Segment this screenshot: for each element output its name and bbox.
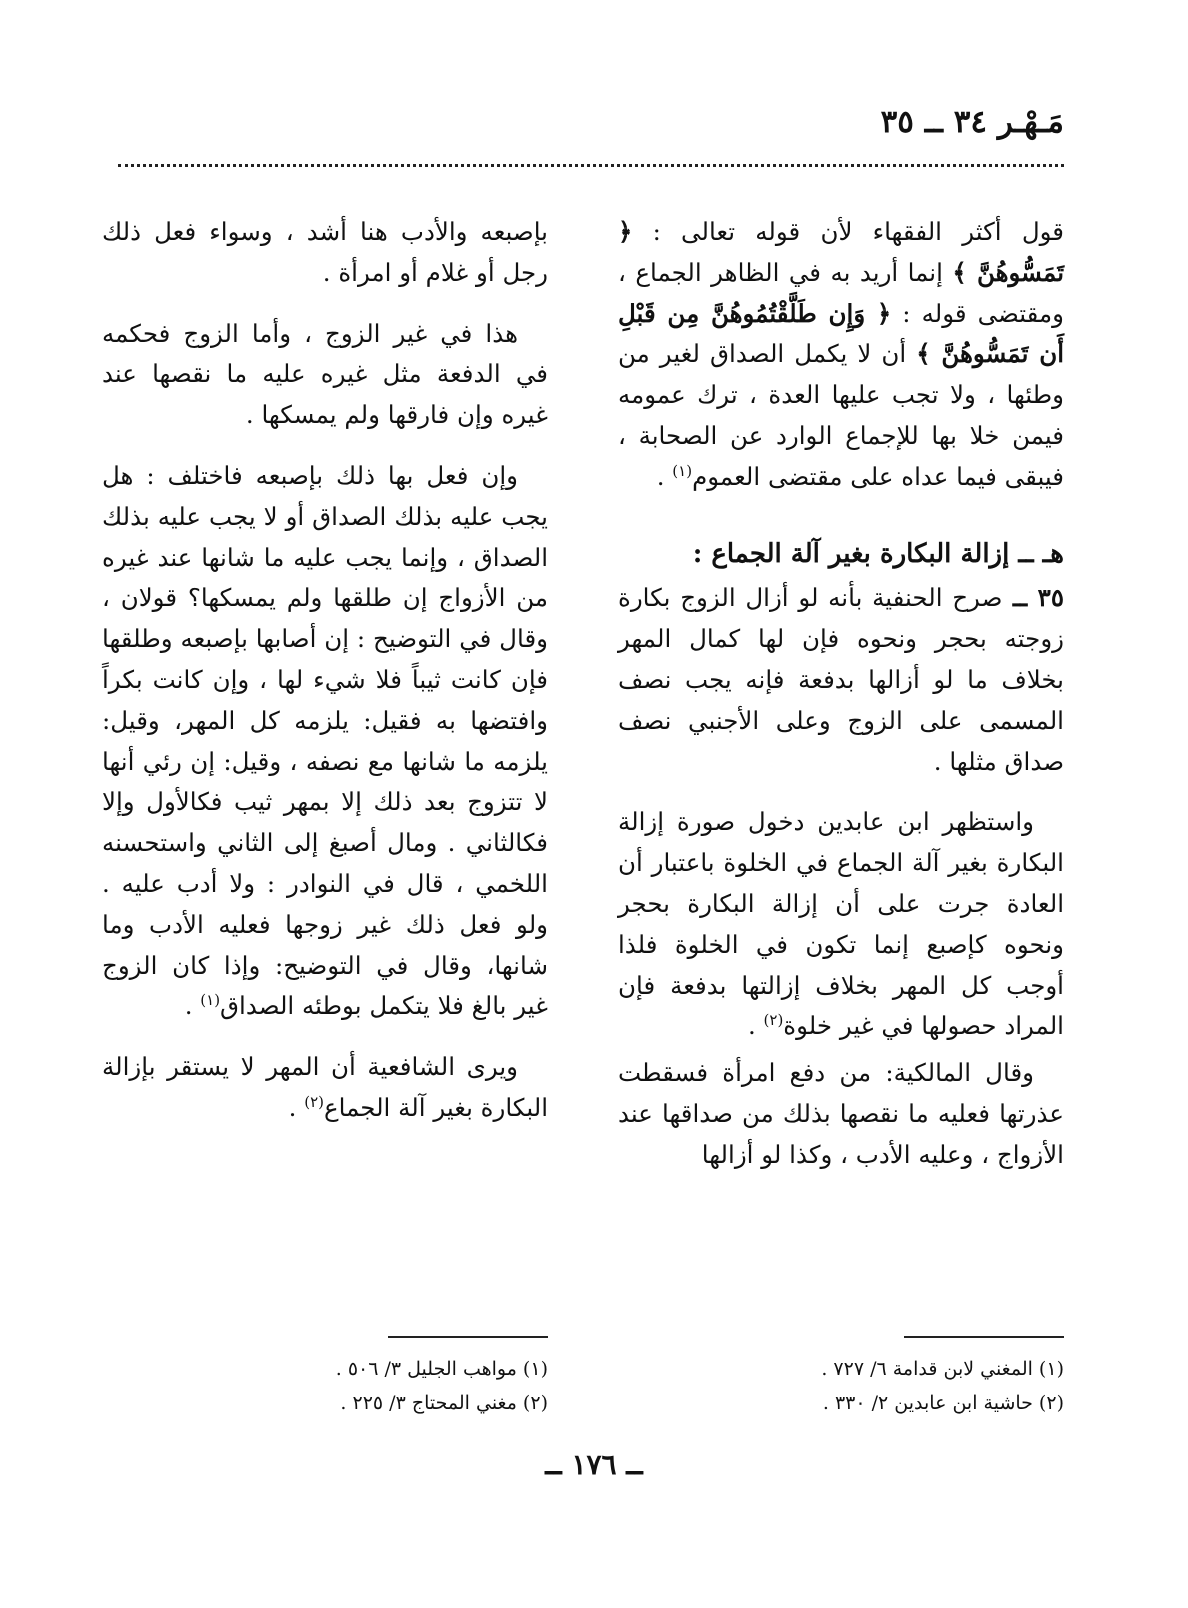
right-column (618, 212, 1064, 1176)
footnotes-right (618, 1352, 1064, 1420)
quran-verse: ﴿ تَمَسُّوهُنَّ ﴾ (618, 217, 1065, 287)
left-column (102, 212, 548, 1129)
footnote-ref: (١) (672, 461, 693, 480)
footnotes-left (102, 1352, 548, 1420)
paragraph: بإصبعه والأدب هنا أشد ، وسواء فعل ذلك رجل أو غلام أو امرأة . (102, 217, 548, 287)
footnote: (١) مواهب الجليل ٣/ ٥٠٦ . (335, 1358, 548, 1380)
paragraph-number: ٣٥ ــ (1002, 583, 1064, 613)
footnote: (٢) مغني المحتاج ٣/ ٢٢٥ . (340, 1392, 548, 1414)
paragraph: وقال المالكية: من دفع امرأة فسقطت عذرتها فعليه ما نقصها بذلك من صداقها عند الأزواج ، وعليه الأدب ، وكذا لو أزالها (618, 1058, 1064, 1169)
footnote-divider (388, 1336, 548, 1338)
page-number: ــ ١٧٦ ــ (545, 1448, 643, 1481)
footnote-ref: (٢) (304, 1092, 325, 1111)
footnote: (٢) حاشية ابن عابدين ٢/ ٣٣٠ . (822, 1392, 1064, 1414)
header-divider (118, 164, 1064, 167)
section-heading: هـ ــ إزالة البكارة بغير آلة الجماع : (692, 538, 1064, 569)
paragraph: واستظهر ابن عابدين دخول صورة إزالة البكارة بغير آلة الجماع في الخلوة باعتبار أن العادة جرت على أن إزالة البكارة بحجر ونحوه كإصبع إنما تكون في الخلوة فلذا أوجب كل المهر بخلاف إزالتها بدفعة فإن المراد حصولها في غير خلوة$^{(٢)}$ . (618, 807, 1064, 1041)
paragraph: ٣٥ ــ صرح الحنفية بأنه لو أزال الزوج بكارة زوجته بحجر ونحوه فإن لها كمال المهر بخلاف ما لو أزالها بدفعة فإنه يجب نصف المسمى على الزوج وعلى الأجنبي نصف صداق مثلها . (618, 583, 1064, 776)
paragraph: وإن فعل بها ذلك بإصبعه فاختلف : هل يجب عليه بذلك الصداق أو لا يجب عليه بذلك الصداق ، وإنما يجب عليه ما شانها عند غيره من الأزواج إن طلقها ولم يمسكها؟ قولان ، وقال في التوضيح : إن أصابها بإصبعه وطلقها فإن كانت ثيباً فلا شيء لها ، وإن كانت بكراً وافتضها به فقيل: يلزمه كل المهر، وقيل: يلزمه ما شانها مع نصفه ، وقيل: إن رئي أنها لا تتزوج بعد ذلك إلا بمهر ثيب فكالأول وإلا فكالثاني . ومال أصبغ إلى الثاني واستحسنه اللخمي ، قال في النوادر : ولا أدب عليه . ولو فعل ذلك غير زوجها فعليه الأدب وما شانها، وقال في التوضيح: وإذا كان الزوج غير بالغ فلا يتكمل بوطئه الصداق$^{(١)}$ . (102, 460, 548, 1021)
footnote-divider (904, 1336, 1064, 1338)
footnote-ref: (١) (200, 991, 221, 1010)
quran-verse: ﴿ وَإِن طَلَّقْتُمُوهُنَّ مِن قَبْلِ أَن تَمَسُّوهُنَّ ﴾ (618, 298, 1064, 369)
paragraph: قول أكثر الفقهاء لأن قوله تعالى : ﴿ تَمَسُّوهُنَّ ﴾ إنما أريد به في الظاهر الجماع ، ومقتضى قوله : ﴿ وَإِن طَلَّقْتُمُوهُنَّ مِن قَبْلِ أَن تَمَسُّوهُنَّ ﴾ أن لا يكمل الصداق لغير من وطئها ، ولا تجب عليها العدة ، ترك عمومه فيمن خلا بها للإجماع الوارد عن الصحابة ، فيبقى فيما عداه على مقتضى العموم$^{(١)}$ . (618, 217, 1065, 491)
footnote: (١) المغني لابن قدامة ٦/ ٧٢٧ . (821, 1358, 1064, 1380)
paragraph: هذا في غير الزوج ، وأما الزوج فحكمه في الدفعة مثل غيره عليه ما نقصها عند غيره وإن فارقها ولم يمسكها . (102, 318, 548, 430)
footnote-ref: (٢) (763, 1011, 784, 1030)
page-header (118, 104, 1064, 144)
header-title: مَـهْـر ٣٤ ــ ٣٥ (880, 104, 1064, 140)
paragraph: ويرى الشافعية أن المهر لا يستقر بإزالة البكارة بغير آلة الجماع$^{(٢)}$ . (102, 1052, 548, 1122)
